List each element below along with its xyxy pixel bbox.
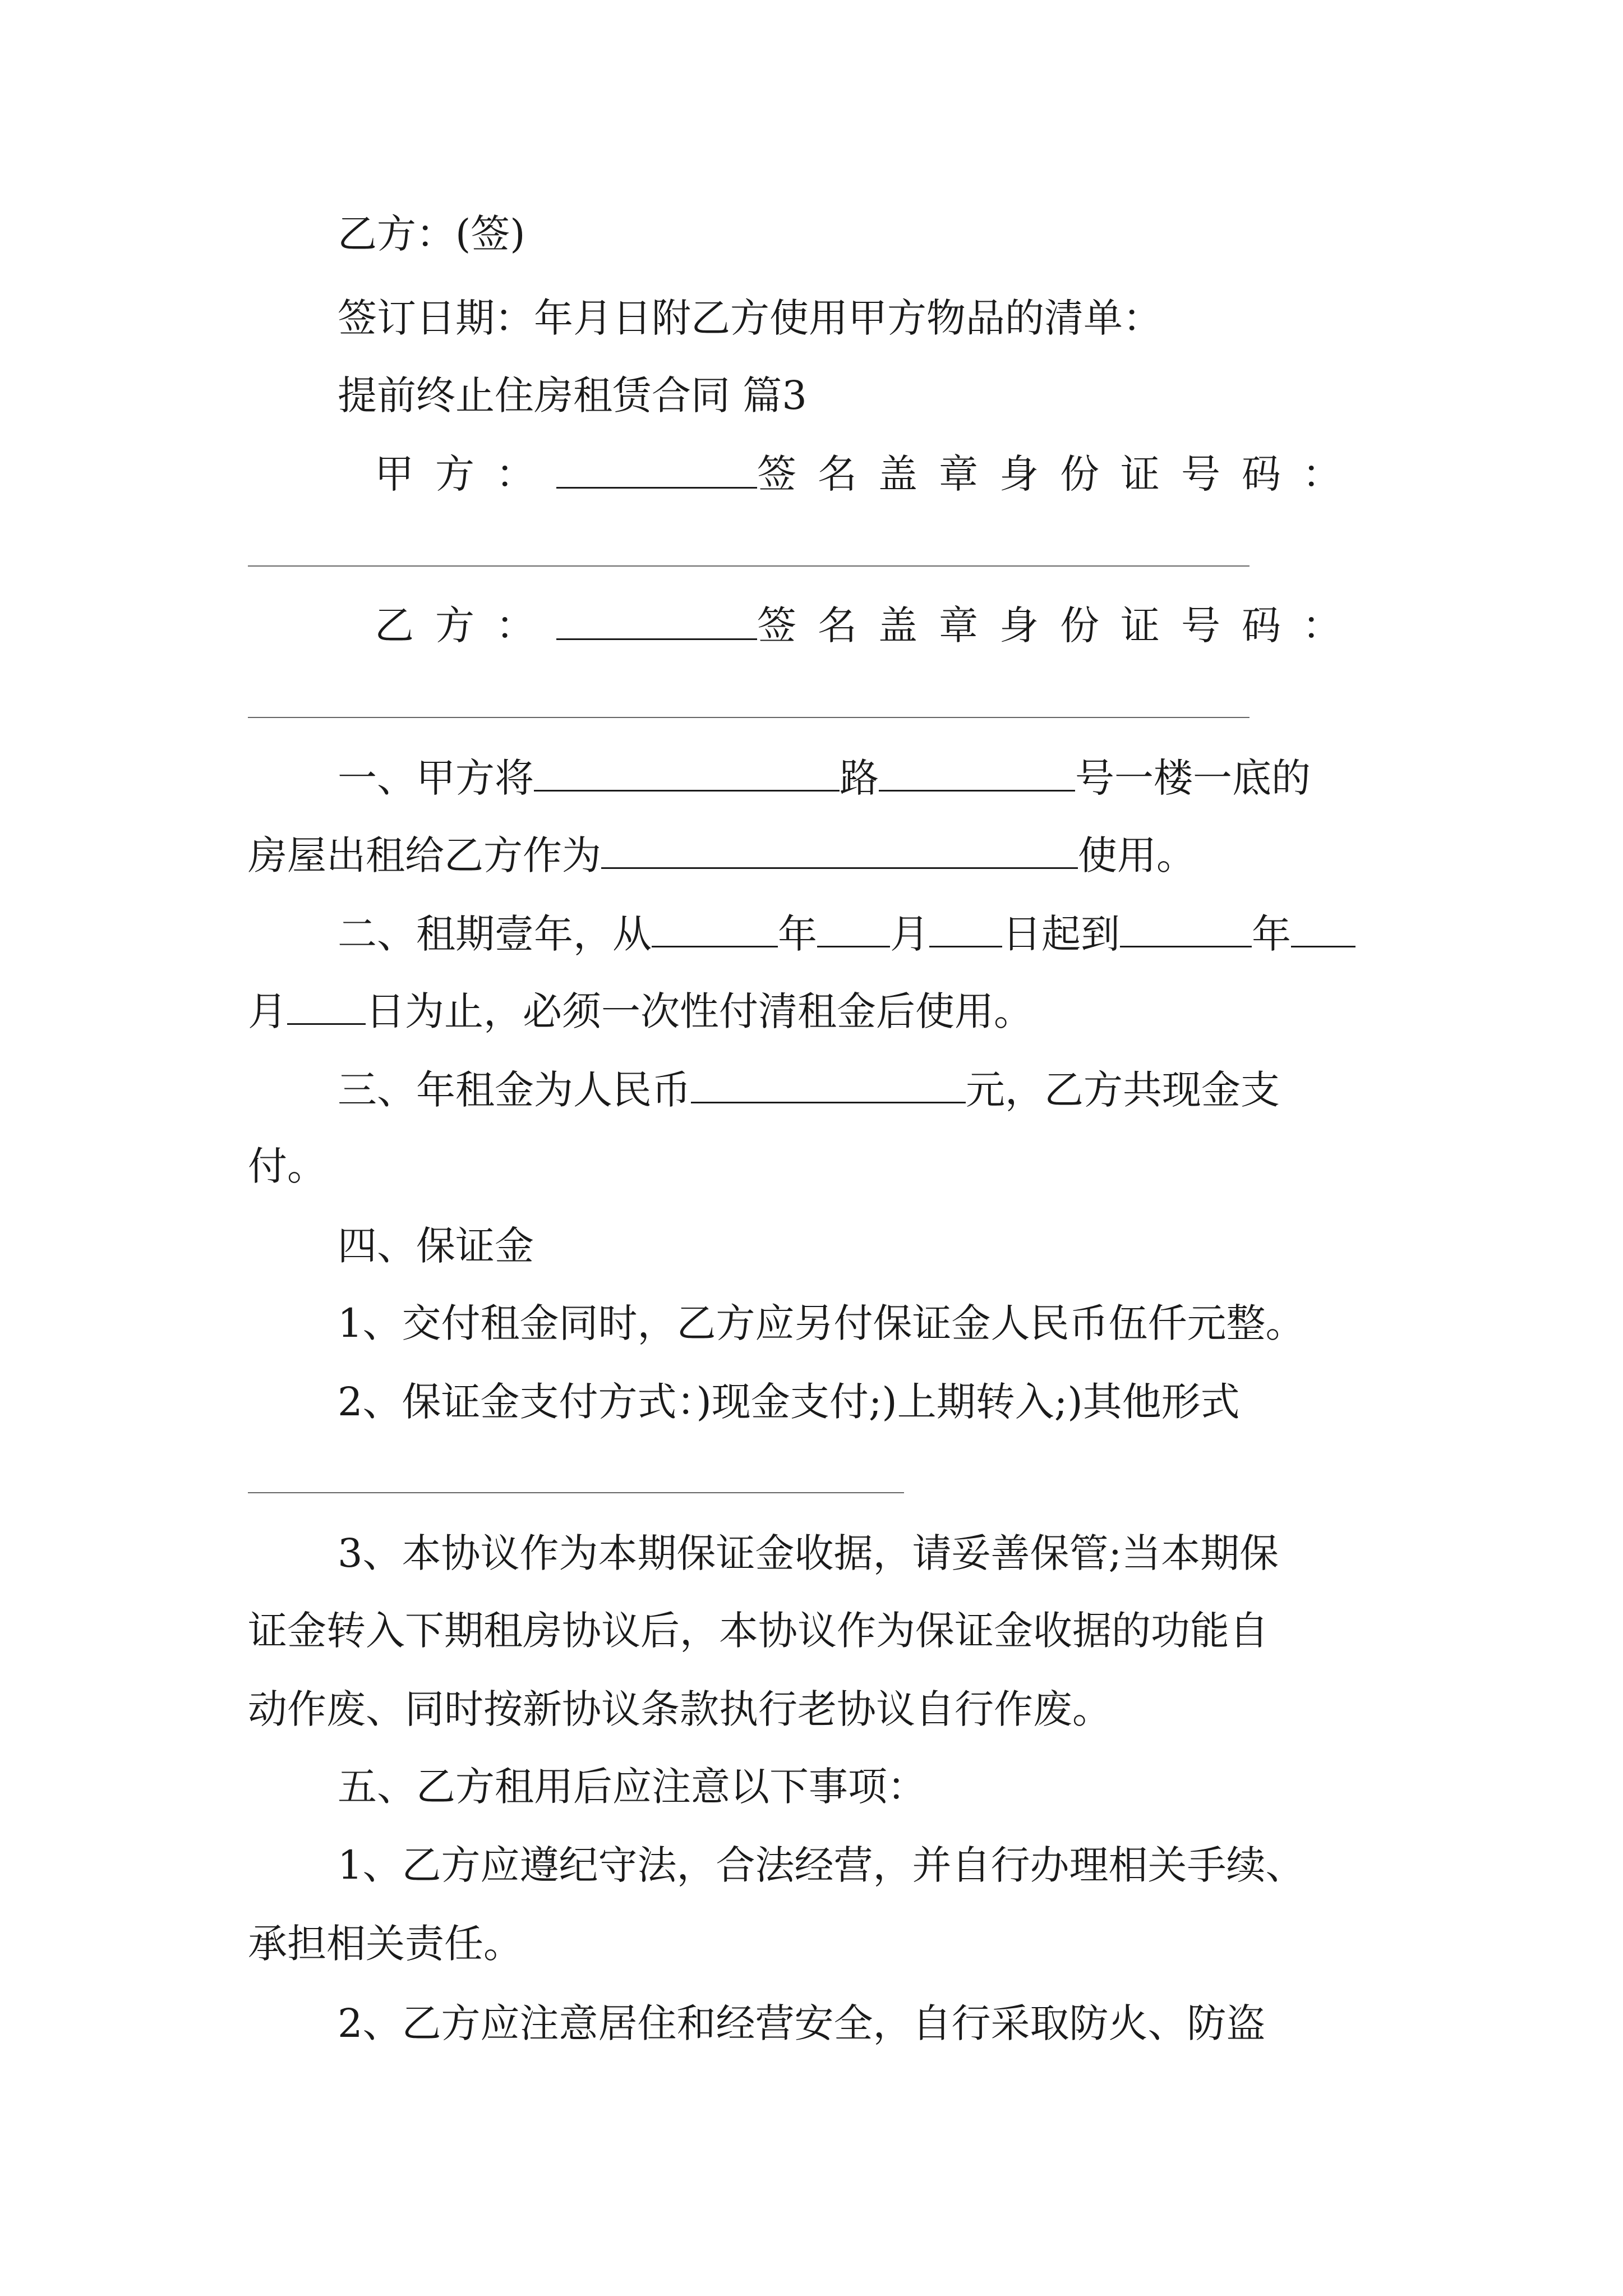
- party-a-id-label: 签名盖章身份证号码：: [757, 451, 1363, 497]
- section-title: 提前终止住房租赁合同 篇3: [338, 372, 807, 418]
- clause-2-line-1: [338, 911, 1355, 957]
- use-blank: [601, 835, 1078, 869]
- clause-2-line-2: [248, 988, 1033, 1034]
- party-b-blank: [556, 606, 757, 640]
- clause-1-text-e: 使用。: [1078, 832, 1196, 878]
- clause-2-text-c: 月: [890, 911, 929, 957]
- clause-5-heading: 五、乙方租用后应注意以下事项：: [338, 1764, 926, 1810]
- clause-1-text-c: 号一楼一底的: [1075, 755, 1311, 801]
- start-day-blank: [929, 913, 1002, 947]
- party-b-sign-line: 乙方：(签): [338, 211, 525, 257]
- party-b-row: [375, 602, 1363, 648]
- road-blank: [534, 757, 840, 792]
- end-month-blank: [1291, 913, 1355, 947]
- clause-3-line-2: 付。: [248, 1143, 326, 1189]
- clause-1-line-1: [338, 755, 1311, 801]
- clause-5-item-1-line-1: 1、乙方应遵纪守法，合法经营，并自行办理相关手续、: [338, 1842, 1305, 1888]
- clause-1-line-2: [248, 832, 1196, 878]
- clause-1-text-d: 房屋出租给乙方作为: [248, 832, 601, 878]
- clause-1-text-a: 一、甲方将: [338, 755, 534, 801]
- clause-2-text-a: 二、租期壹年，从: [338, 911, 652, 957]
- clause-2-text-g: 日为止，必须一次性付清租金后使用。: [366, 988, 1033, 1034]
- party-b-label: 乙方：: [375, 602, 556, 648]
- clause-3-line-1: [338, 1067, 1280, 1113]
- other-form-rule: [248, 1492, 904, 1493]
- clause-4-item-2: 2、保证金支付方式：)现金支付;)上期转入;)其他形式: [338, 1379, 1240, 1425]
- end-day-blank: [287, 991, 366, 1025]
- party-a-label: 甲方：: [375, 451, 556, 497]
- party-b-id-label: 签名盖章身份证号码：: [757, 602, 1363, 648]
- clause-3-text-b: 元，乙方共现金支: [966, 1067, 1280, 1113]
- start-month-blank: [817, 913, 890, 947]
- clause-2-text-e: 年: [1252, 911, 1291, 957]
- party-a-row: [375, 451, 1363, 497]
- clause-4-item-3-line-1: 3、本协议作为本期保证金收据，请妥善保管;当本期保: [338, 1530, 1279, 1576]
- clause-3-text-a: 三、年租金为人民币: [338, 1067, 691, 1113]
- number-blank: [879, 757, 1075, 792]
- clause-4-item-3-line-3: 动作废、同时按新协议条款执行老协议自行作废。: [248, 1686, 1112, 1732]
- clause-5-item-1-line-2: 承担相关责任。: [248, 1921, 523, 1967]
- clause-4-heading: 四、保证金: [338, 1223, 534, 1269]
- clause-2-text-d: 日起到: [1002, 911, 1120, 957]
- sign-date-line: 签订日期：年月日附乙方使用甲方物品的清单：: [338, 295, 1162, 341]
- clause-2-text-b: 年: [778, 911, 817, 957]
- start-year-blank: [652, 913, 778, 947]
- party-a-blank: [556, 454, 757, 489]
- rent-amount-blank: [691, 1069, 966, 1103]
- clause-4-item-1: 1、交付租金同时，乙方应另付保证金人民币伍仟元整。: [338, 1300, 1305, 1346]
- clause-1-text-b: 路: [840, 755, 879, 801]
- party-a-id-rule: [248, 565, 1249, 567]
- party-b-id-rule: [248, 717, 1249, 718]
- clause-5-item-2-line-1: 2、乙方应注意居住和经营安全，自行采取防火、防盗: [338, 2000, 1266, 2046]
- clause-2-text-f: 月: [248, 988, 287, 1034]
- clause-4-item-3-line-2: 证金转入下期租房协议后，本协议作为保证金收据的功能自: [248, 1608, 1269, 1654]
- end-year-blank: [1120, 913, 1252, 947]
